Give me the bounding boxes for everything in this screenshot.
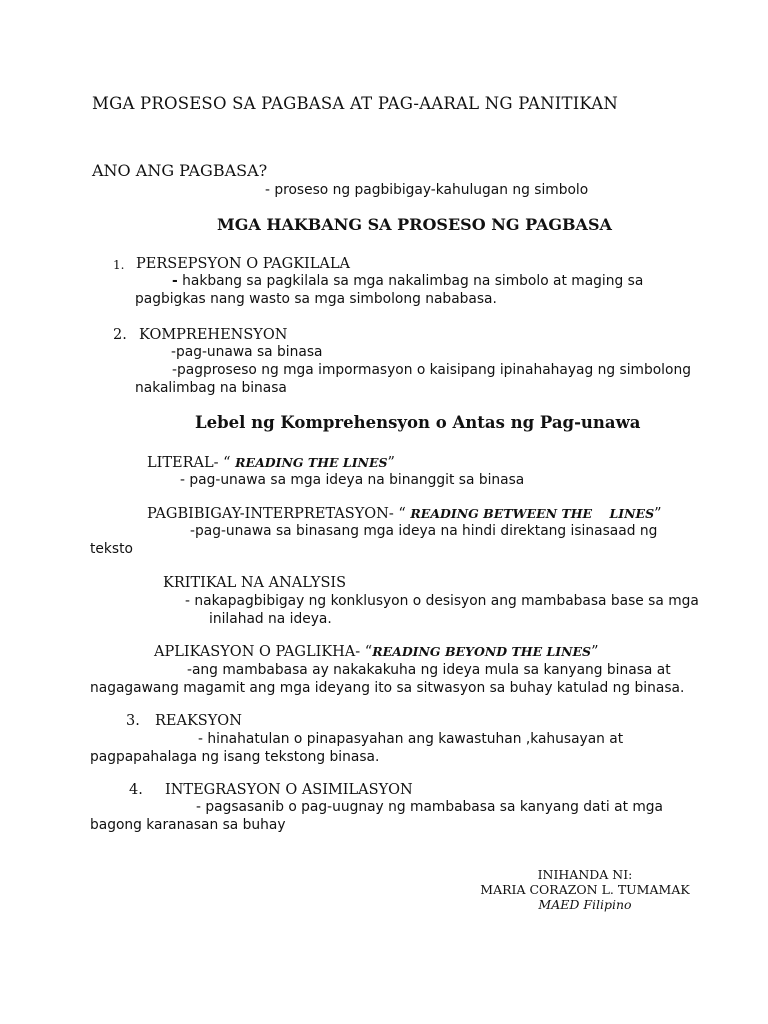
step-1-dash: - (172, 273, 178, 289)
step-3-line-2: pagpapahalaga ng isang tekstong binasa. (90, 749, 380, 765)
document-title: MGA PROSESO SA PAGBASA AT PAG-AARAL NG PANITIKAN (92, 94, 619, 113)
question-answer: - proseso ng pagbibigay-kahulugan ng simbolo (265, 182, 589, 198)
level-interpretasyon-quote-open: “ (398, 506, 411, 522)
signature-name: MARIA CORAZON L. TUMAMAK (480, 882, 690, 897)
level-kritikal-name: KRITIKAL NA ANALYSIS (163, 575, 347, 591)
level-aplikasyon (154, 644, 599, 661)
step-4-name: INTEGRASYON O ASIMILASYON (165, 782, 413, 798)
question-heading: ANO ANG PAGBASA? (92, 161, 268, 180)
level-literal-quote-open: “ (223, 455, 236, 471)
level-aplikasyon-quote: READING BEYOND THE LINES (372, 644, 592, 659)
levels-heading: Lebel ng Komprehensyon o Antas ng Pag-unawa (195, 413, 641, 432)
level-literal (147, 455, 395, 472)
step-3-line-1: - hinahatulan o pinapasyahan ang kawastuhan ,kahusayan at (198, 731, 624, 747)
signature-block (470, 867, 700, 912)
level-aplikasyon-quote-open: “ (364, 644, 373, 660)
level-aplikasyon-desc-1: -ang mambabasa ay nakakakuha ng ideya mula sa kanyang binasa at (187, 662, 671, 678)
step-1-line-2: pagbigkas nang wasto sa mga simbolong nababasa. (135, 291, 497, 307)
step-2-number: 2. (113, 327, 127, 343)
step-4-number: 4. (129, 782, 143, 798)
level-literal-quote: READING THE LINES (235, 455, 388, 470)
level-interpretasyon (147, 506, 662, 523)
level-interpretasyon-name: PAGBIBIGAY-INTERPRETASYON- (147, 506, 399, 522)
steps-heading: MGA HAKBANG SA PROSESO NG PAGBASA (217, 215, 612, 234)
step-2-line-3: nakalimbag na binasa (135, 380, 287, 396)
step-1-line-1 (172, 274, 643, 290)
level-aplikasyon-desc-2: nagagawang magamit ang mga ideyang ito sa sitwasyon sa buhay katulad ng binasa. (90, 680, 685, 696)
level-literal-desc: - pag-unawa sa mga ideya na binanggit sa binasa (180, 472, 525, 488)
level-interpretasyon-quote: READING BETWEEN THE LINES (410, 506, 655, 521)
level-literal-name: LITERAL- (147, 455, 224, 471)
step-2-name: KOMPREHENSYON (139, 327, 288, 343)
step-1-name: PERSEPSYON O PAGKILALA (136, 256, 350, 272)
step-1-line-1-text: hakbang sa pagkilala sa mga nakalimbag na simbolo at maging sa (182, 273, 644, 289)
step-3-name: REAKSYON (155, 713, 242, 729)
level-aplikasyon-name: APLIKASYON O PAGLIKHA- (154, 644, 365, 660)
signature-credential: MAED Filipino (538, 897, 632, 912)
step-4-line-1: - pagsasanib o pag-uugnay ng mambabasa sa kanyang dati at mga (196, 799, 664, 815)
step-2-line-1: -pag-unawa sa binasa (171, 344, 323, 360)
level-kritikal-desc-1: - nakapagbibigay ng konklusyon o desisyon ang mambabasa base sa mga (185, 593, 699, 609)
step-4-line-2: bagong karanasan sa buhay (90, 817, 286, 833)
step-1-number: 1. (113, 258, 125, 272)
level-interpretasyon-quote-close: ” (654, 506, 662, 522)
step-2-line-2: -pagproseso ng mga impormasyon o kaisipang ipinahahayag ng simbolong (172, 362, 691, 378)
step-3-number: 3. (126, 713, 140, 729)
level-literal-quote-close: ” (387, 455, 395, 471)
level-interpretasyon-desc-1: -pag-unawa sa binasang mga ideya na hindi direktang isinasaad ng (190, 523, 658, 539)
level-interpretasyon-desc-2: teksto (90, 541, 133, 557)
level-kritikal-desc-2: inilahad na ideya. (209, 611, 332, 627)
signature-label: INIHANDA NI: (537, 867, 633, 882)
level-aplikasyon-quote-close: ” (591, 644, 599, 660)
